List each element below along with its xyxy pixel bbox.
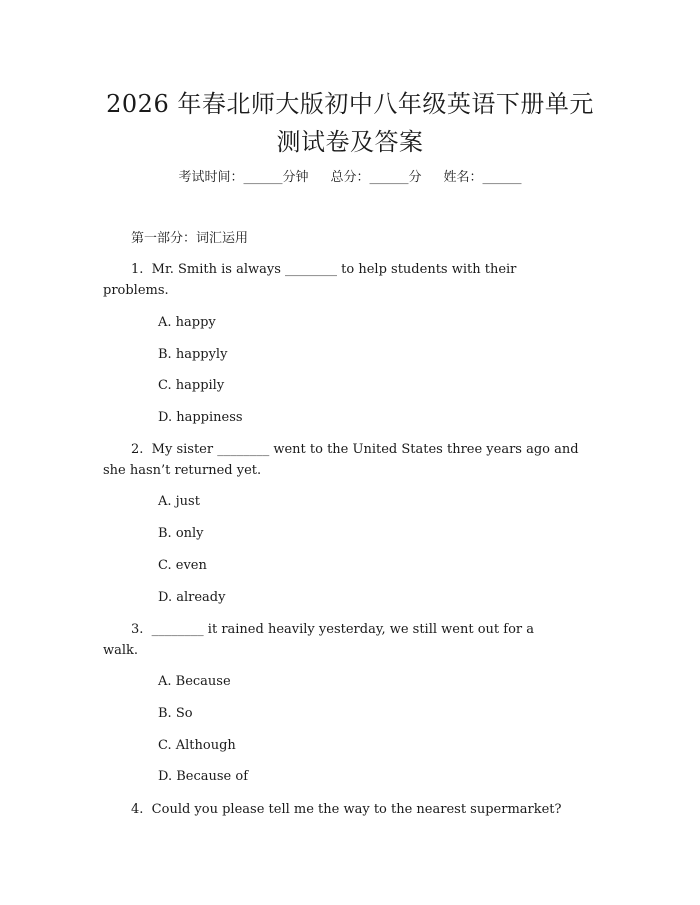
document-title-line-1: 2026 年春北师大版初中八年级英语下册单元 (106, 90, 594, 118)
question-1-text: 1. Mr. Smith is always ________ to help students with their (131, 262, 517, 277)
exam-total-score: 总分：______分 (330, 170, 422, 185)
question-1-option-c: C. happily (158, 378, 225, 393)
question-2-text-cont: she hasn’t returned yet. (103, 463, 262, 478)
question-3-option-d: D. Because of (158, 769, 249, 784)
question-2-option-a: A. just (158, 494, 200, 509)
question-3-option-b: B. So (158, 706, 193, 721)
question-2-option-d: D. already (158, 590, 226, 605)
section-heading: 第一部分：词汇运用 (131, 231, 249, 246)
exam-time: 考试时间：______分钟 (178, 170, 309, 185)
question-4-text: 4. Could you please tell me the way to the nearest supermarket? (131, 802, 562, 817)
question-2-text: 2. My sister ________ went to the United States three years ago and (131, 442, 579, 457)
question-1-option-b: B. happyly (158, 347, 228, 362)
document-title-line-2: 测试卷及答案 (276, 128, 424, 156)
question-1-option-a: A. happy (158, 315, 216, 330)
exam-name-field: 姓名：______ (443, 170, 522, 185)
question-3-option-c: C. Although (158, 738, 236, 753)
question-3-text: 3. ________ it rained heavily yesterday, we still went out for a (131, 622, 534, 637)
question-2-option-b: B. only (158, 526, 204, 541)
question-1-option-d: D. happiness (158, 410, 243, 425)
question-3-option-a: A. Because (158, 674, 231, 689)
exam-info (0, 168, 700, 188)
question-1-text-cont: problems. (103, 283, 169, 298)
question-3-text-cont: walk. (103, 643, 139, 658)
question-2-option-c: C. even (158, 558, 207, 573)
